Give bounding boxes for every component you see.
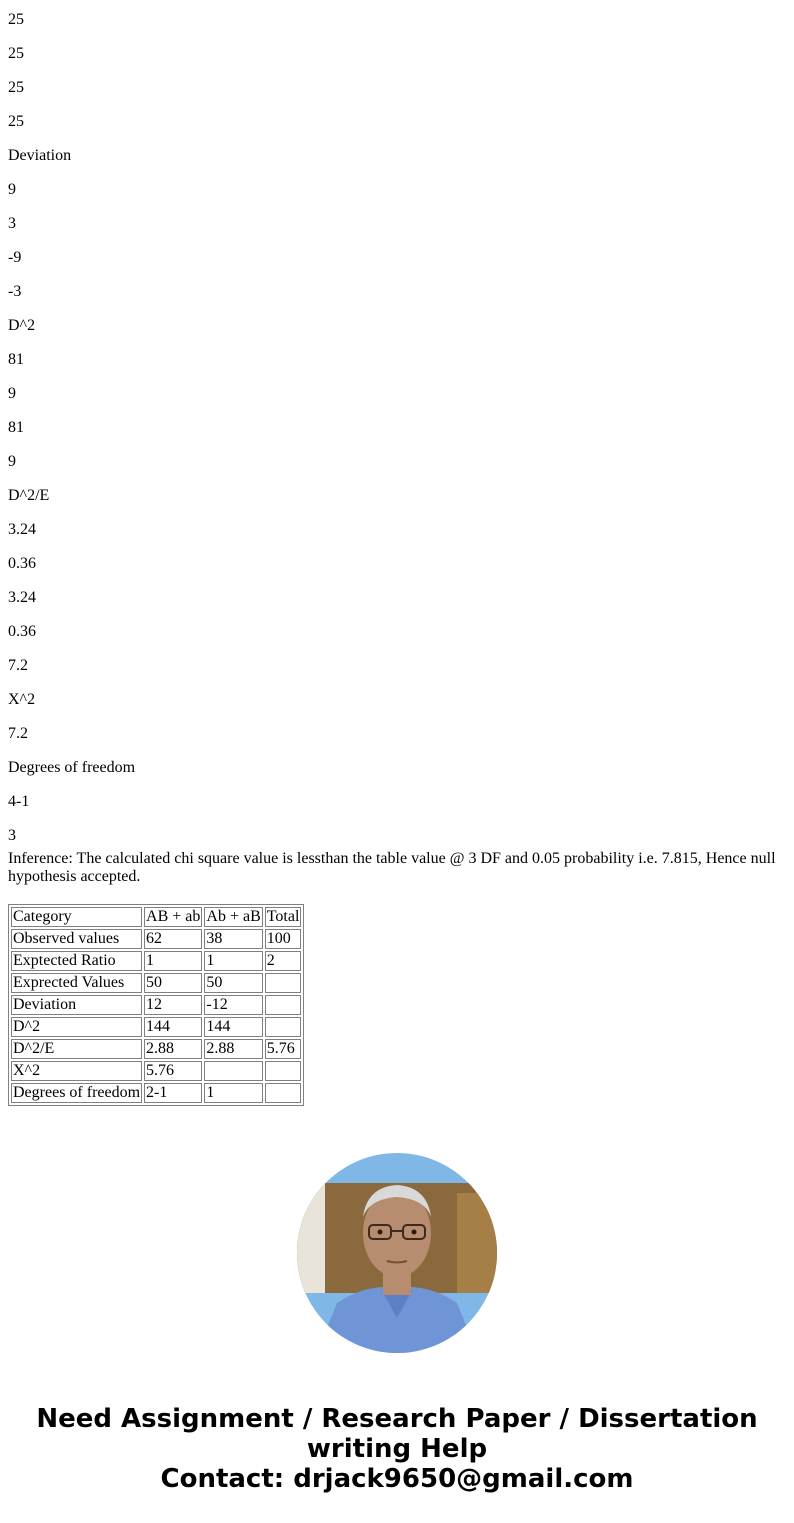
table-cell: 1 bbox=[204, 1083, 262, 1103]
table-cell: 2 bbox=[265, 951, 302, 971]
value-line: X^2 bbox=[8, 691, 36, 708]
table-cell: Degrees of freedom bbox=[13, 1084, 141, 1101]
table-cell: X^2 bbox=[11, 1061, 142, 1081]
table-cell: 1 bbox=[204, 951, 262, 971]
value-line: 7.2 bbox=[8, 657, 28, 674]
table-row bbox=[11, 1083, 301, 1103]
promo-banner bbox=[0, 1404, 794, 1494]
value-line: 25 bbox=[8, 79, 24, 96]
chi-square-table bbox=[8, 904, 304, 1106]
value-line: 0.36 bbox=[8, 623, 36, 640]
promo-line-2: writing Help bbox=[306, 1434, 488, 1464]
table-cell bbox=[265, 995, 302, 1015]
value-line: 25 bbox=[8, 11, 24, 28]
table-cell: D^2 bbox=[11, 1017, 142, 1037]
value-line: -3 bbox=[8, 283, 22, 300]
table-cell bbox=[265, 973, 302, 993]
table-cell bbox=[265, 1083, 302, 1103]
value-line: 3.24 bbox=[8, 521, 36, 538]
value-line: 4-1 bbox=[8, 793, 30, 810]
table-cell: 1 bbox=[144, 951, 202, 971]
table-cell: 100 bbox=[265, 929, 302, 949]
table-cell: Total bbox=[266, 908, 300, 925]
promo-contact: Contact: drjack9650@gmail.com bbox=[160, 1464, 634, 1494]
value-line: 3 bbox=[8, 827, 16, 844]
table-row bbox=[11, 1039, 301, 1059]
table-cell bbox=[265, 1017, 302, 1037]
table-cell: 5.76 bbox=[265, 1039, 302, 1059]
table-cell: Exptected Ratio bbox=[11, 951, 142, 971]
table-cell: 38 bbox=[204, 929, 262, 949]
table-cell: 5.76 bbox=[144, 1061, 202, 1081]
table-cell: 50 bbox=[144, 973, 202, 993]
table-cell: D^2/E bbox=[11, 1039, 142, 1059]
value-line: 25 bbox=[8, 113, 24, 130]
value-line: 3 bbox=[8, 215, 16, 232]
table-row bbox=[11, 929, 301, 949]
promo-line-1: Need Assignment / Research Paper / Dissertation bbox=[36, 1404, 758, 1434]
value-line: D^2 bbox=[8, 317, 36, 334]
table-row bbox=[11, 973, 301, 993]
value-line: 3.24 bbox=[8, 589, 36, 606]
table-row bbox=[11, 995, 301, 1015]
table-cell: 2.88 bbox=[204, 1039, 262, 1059]
person-photo-icon bbox=[297, 1153, 497, 1353]
author-avatar bbox=[297, 1153, 497, 1353]
table-cell: 144 bbox=[204, 1017, 262, 1037]
table-cell: 62 bbox=[144, 929, 202, 949]
value-line: Deviation bbox=[8, 147, 72, 164]
value-line: 9 bbox=[8, 181, 16, 198]
table-cell: -12 bbox=[204, 995, 262, 1015]
table-cell: AB + ab bbox=[146, 908, 201, 925]
value-line: 81 bbox=[8, 419, 24, 436]
table-cell: 2.88 bbox=[144, 1039, 202, 1059]
table-cell: Observed values bbox=[11, 929, 142, 949]
table-cell bbox=[265, 1061, 302, 1081]
table-cell bbox=[204, 1061, 262, 1081]
value-line: 7.2 bbox=[8, 725, 28, 742]
value-line: -9 bbox=[8, 249, 22, 266]
table-row bbox=[11, 1017, 301, 1037]
table-row bbox=[11, 1061, 301, 1081]
value-line: 9 bbox=[8, 385, 16, 402]
value-list bbox=[8, 0, 786, 850]
table-cell: 144 bbox=[144, 1017, 202, 1037]
table-cell: Exprected Values bbox=[11, 973, 142, 993]
table-cell: 50 bbox=[204, 973, 262, 993]
table-cell: Category bbox=[11, 907, 142, 927]
value-line: Degrees of freedom bbox=[8, 759, 136, 776]
table-cell: 2-1 bbox=[144, 1083, 202, 1103]
table-cell: 12 bbox=[144, 995, 202, 1015]
value-line: 9 bbox=[8, 453, 16, 470]
table-cell: Ab + aB bbox=[206, 908, 261, 925]
value-line: D^2/E bbox=[8, 487, 50, 504]
inference-text: Inference: The calculated chi square value is lessthan the table value @ 3 DF and 0.05 probability i.e. 7.815, Hence null hypothesis accepted. bbox=[8, 850, 776, 885]
table-cell: Deviation bbox=[11, 995, 142, 1015]
table-row bbox=[11, 951, 301, 971]
value-line: 81 bbox=[8, 351, 24, 368]
table-row bbox=[11, 907, 301, 927]
value-line: 25 bbox=[8, 45, 24, 62]
value-line: 0.36 bbox=[8, 555, 36, 572]
